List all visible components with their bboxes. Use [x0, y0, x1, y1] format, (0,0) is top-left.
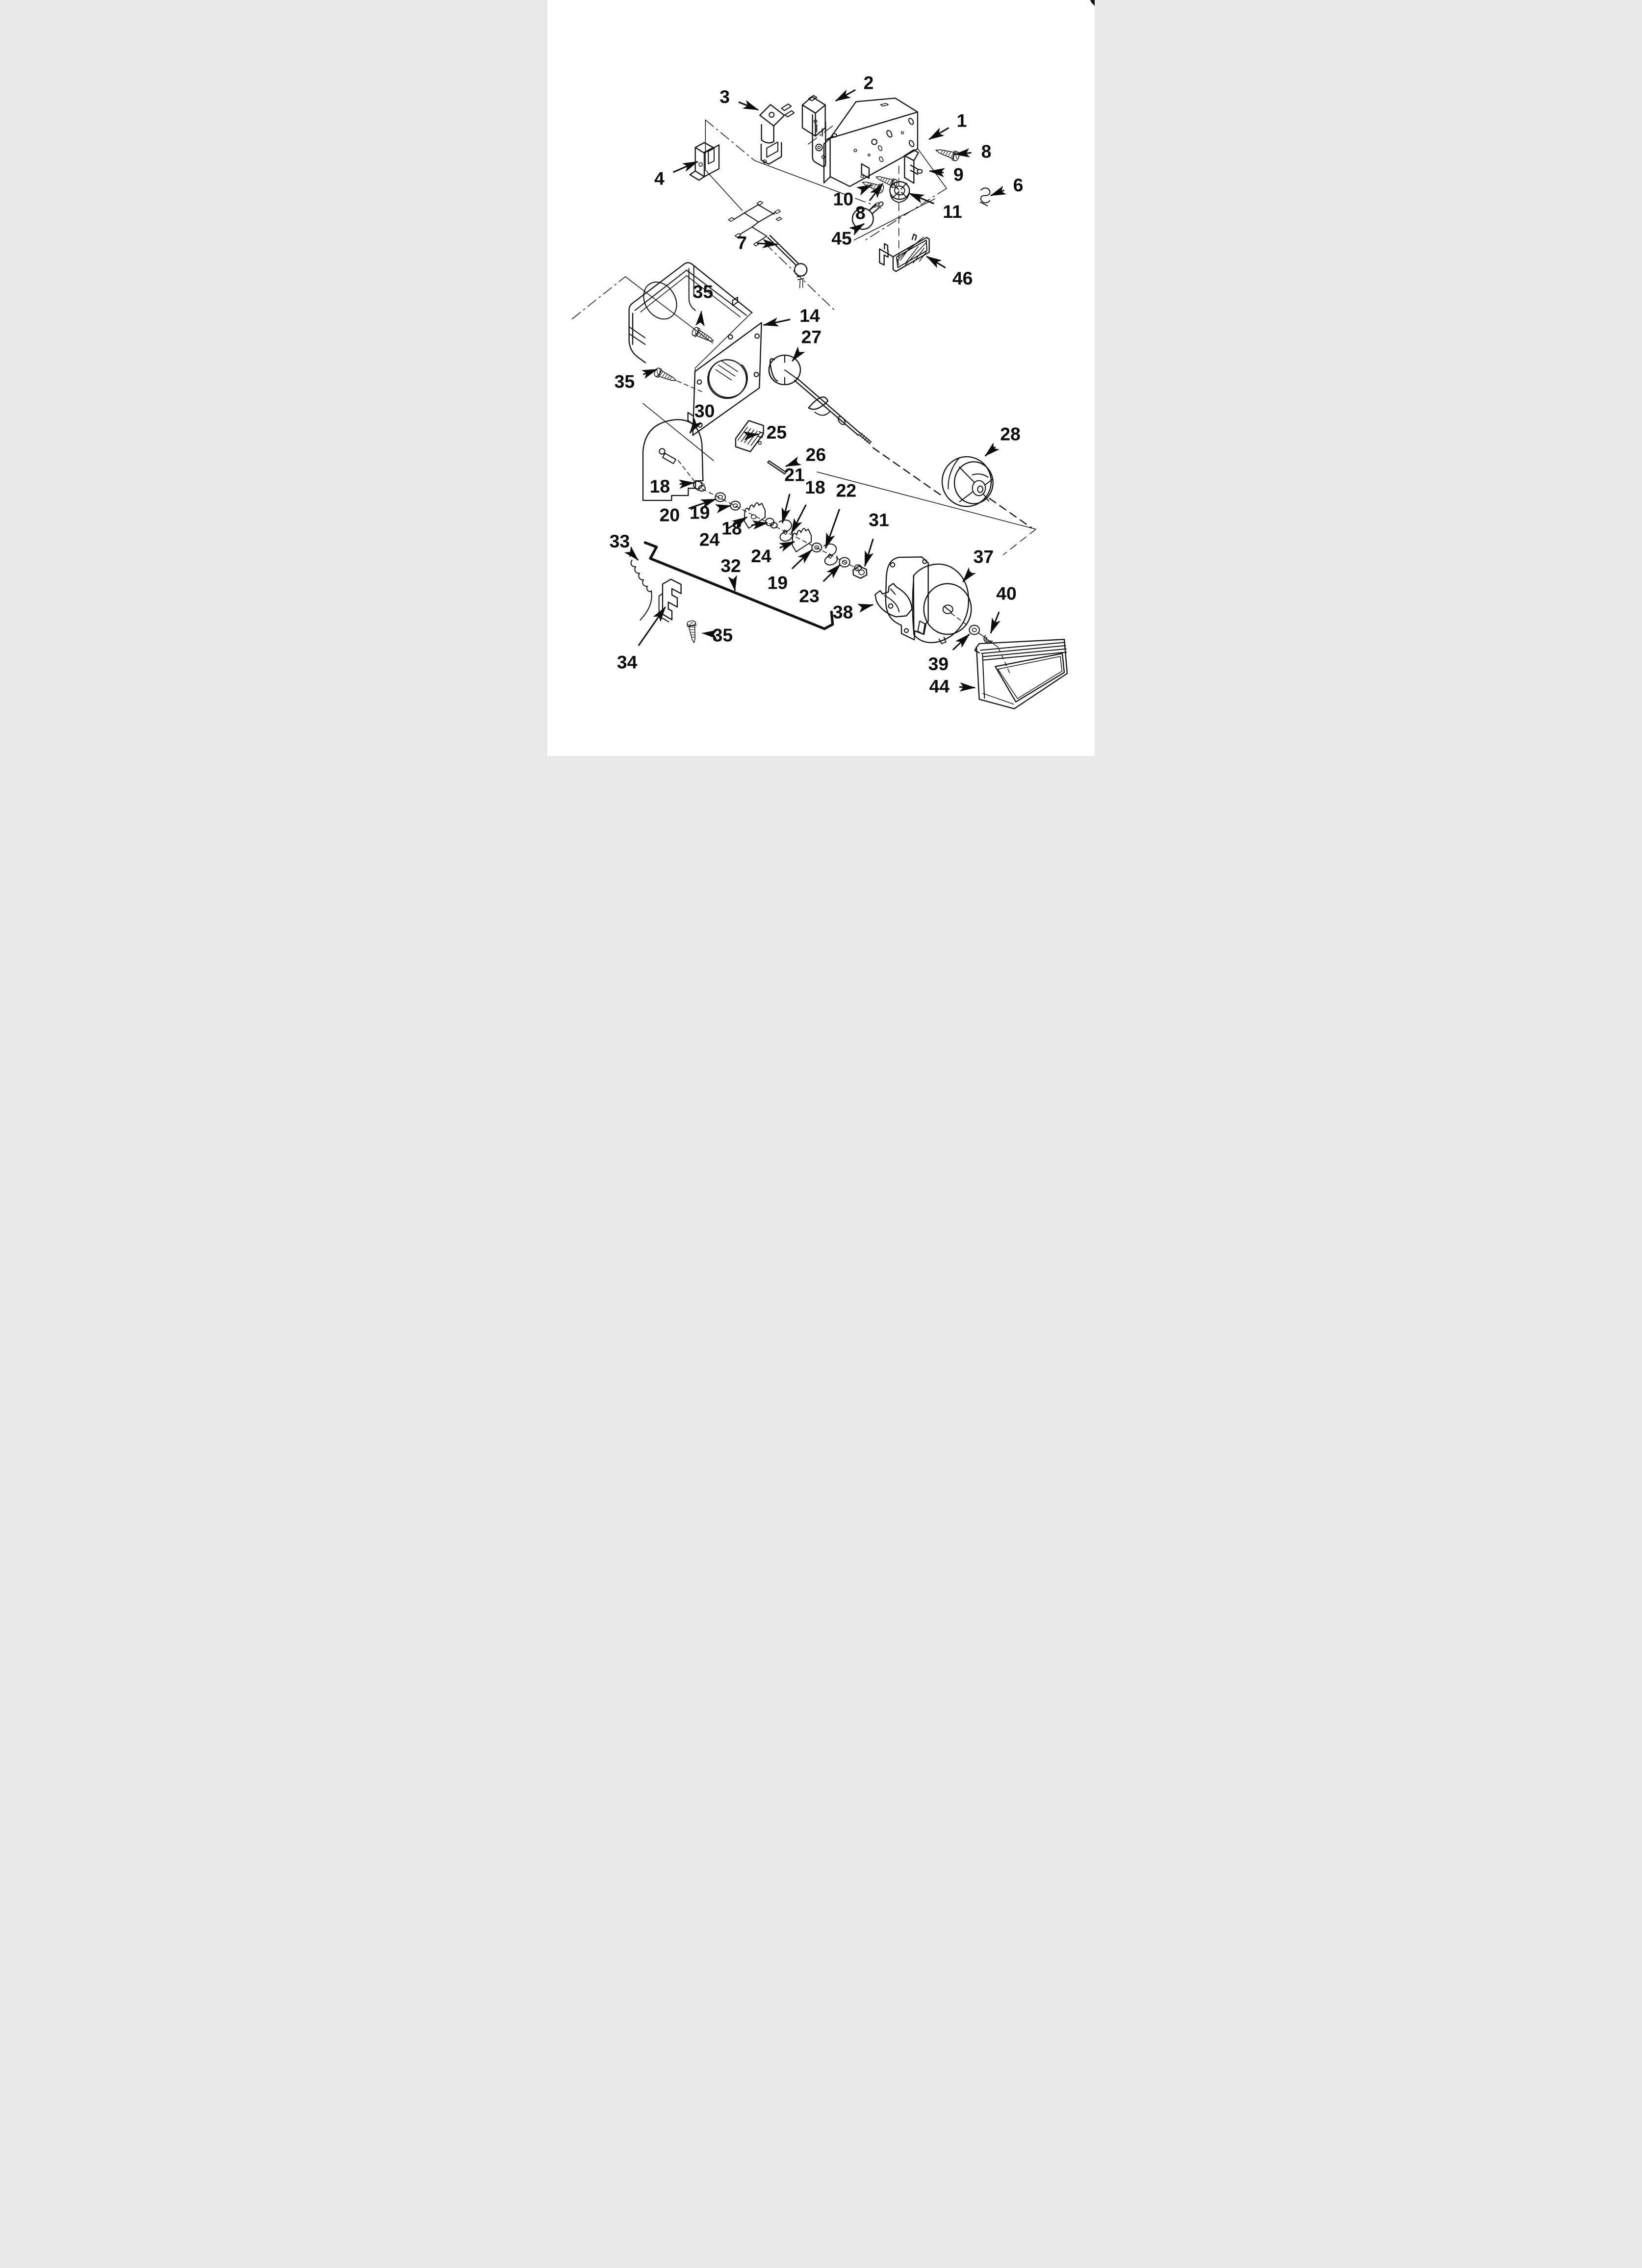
callout-label-1: 1 — [956, 110, 967, 131]
callout-label-26: 26 — [805, 444, 826, 465]
leader-arrow-38 — [862, 605, 873, 607]
leader-arrow-22 — [825, 509, 839, 548]
leader-arrow-19 — [719, 506, 731, 508]
callout-label-46: 46 — [952, 268, 973, 288]
part-solenoid-3 — [760, 104, 794, 164]
callout-label-6: 6 — [1013, 175, 1024, 195]
part-clip-34 — [659, 579, 681, 622]
part-crusher-blade-24b — [792, 528, 811, 552]
part-washer-39 — [969, 626, 979, 635]
leader-arrow-6 — [991, 190, 1004, 196]
part-motor-37 — [886, 557, 971, 644]
callout-label-20: 20 — [659, 504, 680, 525]
leader-arrow-9 — [929, 171, 944, 173]
callout-label-18: 18 — [721, 518, 742, 539]
callout-label-24: 24 — [699, 529, 720, 550]
part-washer-19a — [730, 501, 740, 510]
callout-label-30: 30 — [694, 400, 715, 421]
leader-arrow-23 — [823, 565, 841, 582]
callout-label-24: 24 — [751, 546, 771, 566]
callout-label-7: 7 — [737, 232, 747, 253]
leader-arrow-1 — [929, 128, 949, 139]
callout-label-34: 34 — [616, 652, 638, 673]
leader-arrow-21 — [782, 494, 790, 523]
part-wheel-28 — [942, 457, 993, 506]
leader-arrow-37 — [963, 572, 971, 582]
callout-label-31: 31 — [869, 509, 889, 530]
leader-arrow-34 — [639, 607, 666, 646]
callout-label-11: 11 — [943, 201, 962, 222]
leader-arrow-8 — [870, 183, 883, 201]
leader-arrow-18 — [751, 523, 768, 525]
part-switch-2 — [802, 96, 837, 167]
callout-label-18: 18 — [805, 477, 825, 497]
part-grille-46 — [879, 234, 929, 271]
callout-label-22: 22 — [836, 480, 857, 501]
callout-label-27: 27 — [801, 326, 822, 347]
leader-arrow-18 — [680, 483, 694, 484]
callout-label-2: 2 — [863, 72, 874, 93]
leader-arrow-40 — [991, 612, 999, 633]
part-cover-44 — [975, 639, 1067, 708]
leader-arrow-8 — [955, 153, 972, 154]
callout-layer — [610, 73, 1024, 697]
callout-label-28: 28 — [1000, 423, 1021, 444]
leader-arrow-46 — [926, 257, 945, 268]
leader-arrow-39 — [953, 634, 970, 650]
callout-label-8: 8 — [855, 202, 866, 223]
callout-label-35: 35 — [712, 625, 733, 646]
callout-label-19: 19 — [767, 572, 788, 593]
callout-label-25: 25 — [766, 422, 787, 443]
leader-arrow-45 — [858, 224, 864, 227]
callout-label-21: 21 — [784, 464, 805, 485]
leader-arrow-11 — [909, 193, 934, 204]
leader-arrow-18 — [791, 505, 806, 533]
callout-label-38: 38 — [832, 601, 853, 623]
callout-label-35: 35 — [614, 371, 635, 392]
leader-arrow-3 — [739, 102, 758, 110]
page-corner-mark — [1090, 0, 1095, 6]
callout-label-10: 10 — [833, 188, 854, 209]
callout-label-3: 3 — [719, 86, 730, 107]
part-nut-31 — [853, 565, 867, 578]
callout-label-40: 40 — [996, 583, 1017, 604]
callout-label-9: 9 — [953, 164, 964, 185]
callout-label-23: 23 — [799, 585, 820, 606]
leader-arrow-32 — [734, 585, 735, 591]
part-pin-26 — [768, 461, 786, 474]
leader-arrow-31 — [865, 539, 873, 566]
part-spring-33 — [630, 551, 651, 620]
screw-35-bottom — [687, 620, 698, 643]
callout-label-33: 33 — [609, 531, 630, 551]
callout-label-37: 37 — [973, 546, 994, 567]
leader-arrow-2 — [836, 90, 856, 101]
part-bracket-4 — [690, 143, 719, 181]
callout-label-32: 32 — [720, 555, 741, 576]
part-bracket-38 — [875, 583, 912, 617]
callout-label-39: 39 — [928, 653, 949, 674]
callout-label-14: 14 — [799, 305, 820, 326]
leader-arrow-33 — [634, 555, 638, 560]
leader-arrow-19 — [792, 550, 812, 569]
callout-label-44: 44 — [929, 676, 950, 697]
part-crusher-blade-21 — [779, 520, 793, 541]
part-clip-6 — [980, 188, 990, 206]
diagram-page — [547, 0, 1095, 756]
part-cupwasher-20 — [715, 493, 725, 501]
diagram-canvas — [547, 0, 1095, 756]
leader-arrow-14 — [764, 319, 791, 325]
callout-label-18: 18 — [649, 476, 670, 496]
leader-arrow-28 — [985, 447, 996, 456]
callout-label-45: 45 — [831, 228, 852, 249]
leader-arrow-4 — [673, 161, 697, 172]
callout-label-8: 8 — [981, 141, 992, 162]
callout-label-4: 4 — [654, 168, 665, 189]
part-panel-1 — [824, 98, 918, 186]
callout-label-19: 19 — [689, 502, 710, 523]
part-eclip-40 — [984, 635, 992, 643]
part-grommet-11 — [890, 182, 909, 202]
part-ratchet-25 — [736, 420, 764, 451]
callout-label-35: 35 — [693, 281, 714, 302]
